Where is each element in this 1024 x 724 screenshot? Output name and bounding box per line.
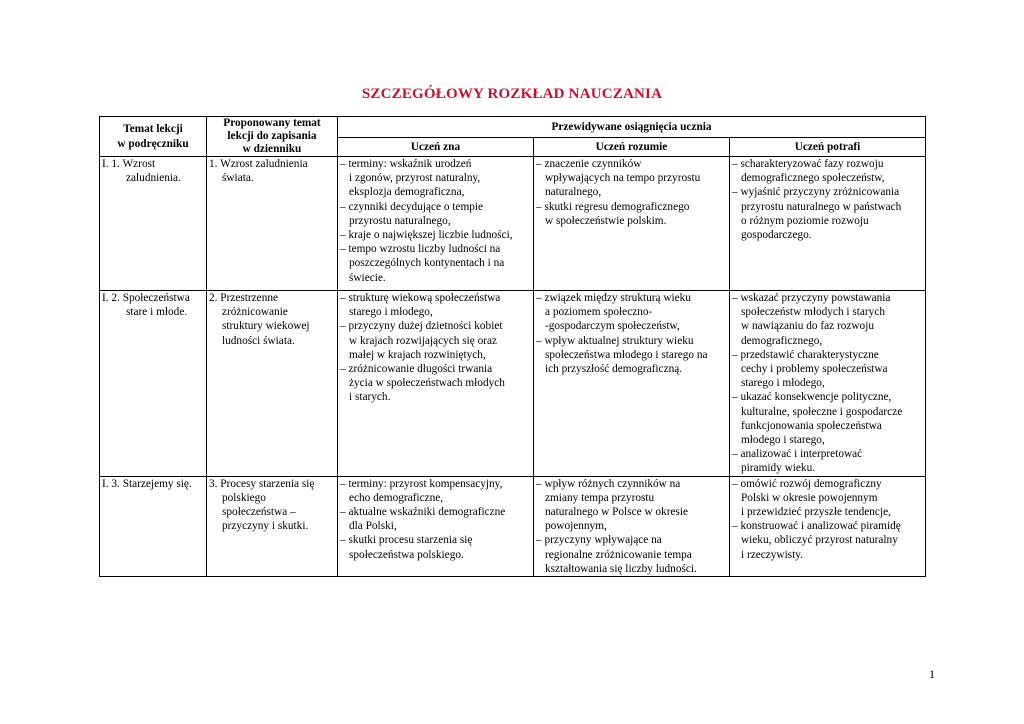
cell-line: wieku, obliczyć przyrost naturalny	[741, 534, 898, 547]
header-knows: Uczeń zna	[338, 138, 534, 157]
cell-line: – przyczyny dużej dzietności kobiet	[340, 320, 503, 333]
cell-proposed	[207, 157, 338, 291]
cell-line: – wyjaśnić przyczyny zróżnicowania	[732, 186, 900, 199]
cell-line: naturalnego,	[545, 186, 602, 199]
cell-line: poszczególnych kontynentach i na	[349, 257, 505, 270]
cell-line: I. 2. Społeczeństwa	[102, 292, 190, 304]
cell-line: – wskazać przyczyny powstawania	[732, 292, 891, 304]
cell-line: 2. Przestrzenne	[209, 292, 279, 304]
cell-line: przyrostu naturalnego w państwach	[741, 200, 902, 213]
cell-line: gospodarczego.	[741, 229, 812, 242]
header-can: Uczeń potrafi	[730, 138, 926, 157]
cell-line: i starych.	[349, 391, 391, 404]
cell-line: świecie.	[349, 271, 386, 284]
page-number: 1	[929, 667, 935, 681]
cell-line: dla Polski,	[349, 520, 397, 533]
cell-line: funkcjonowania społeczeństwa	[741, 419, 882, 432]
cell-line: – przedstawić charakterystyczne	[732, 348, 879, 361]
cell-proposed	[207, 291, 338, 477]
cell-line: – terminy: wskaźnik urodzeń	[340, 158, 472, 170]
cell-line: ich przyszłość demograficzną.	[545, 363, 683, 376]
cell-line: – związek między strukturą wieku	[536, 292, 691, 304]
cell-line: przyczyny i skutki.	[222, 520, 309, 533]
cell-line: kulturalne, społeczne i gospodarcze	[741, 405, 903, 418]
cell-line: regionalne zróżnicowanie tempa	[545, 548, 692, 561]
cell-line: i rzeczywisty.	[741, 548, 804, 561]
cell-line: cechy i problemy społeczeństwa	[741, 363, 888, 376]
cell-line: – tempo wzrostu liczby ludności na	[340, 243, 501, 256]
curriculum-table	[99, 116, 926, 577]
cell-line: struktury wiekowej	[222, 320, 310, 333]
cell-line: stare i młode.	[126, 306, 188, 319]
cell-line: 1. Wzrost zaludnienia	[209, 158, 308, 170]
cell-line: w społeczeństwie polskim.	[545, 214, 667, 227]
table-row	[100, 157, 926, 291]
cell-line: eksplozja demograficzna,	[349, 186, 465, 199]
cell-line: echo demograficzne,	[349, 491, 444, 504]
cell-line: – czynniki decydujące o tempie	[340, 200, 484, 213]
cell-line: – analizować i interpretować	[732, 448, 863, 461]
cell-line: o różnym poziomie rozwoju	[741, 214, 869, 227]
table-row	[100, 476, 926, 576]
cell-line: małej w krajach rozwiniętych,	[349, 348, 486, 361]
cell-can	[730, 291, 926, 477]
cell-line: – strukturę wiekową społeczeństwa	[340, 292, 501, 304]
cell-line: demograficznego społeczeństw,	[741, 172, 885, 185]
cell-line: polskiego	[222, 491, 266, 504]
header-proposed-topic: Proponowany temat lekcji do zapisania w dzienniku	[207, 117, 338, 157]
cell-line: naturalnego w Polsce w okresie	[545, 506, 689, 519]
cell-line: w nawiązaniu do faz rozwoju	[741, 320, 874, 333]
cell-line: społeczeństwa polskiego.	[349, 548, 464, 561]
cell-can	[730, 476, 926, 576]
header-understands: Uczeń rozumie	[534, 138, 730, 157]
cell-line: społeczeństwa młodego i starego na	[545, 348, 708, 361]
cell-knows	[338, 291, 534, 477]
cell-understands	[534, 476, 730, 576]
cell-topic	[100, 291, 207, 477]
cell-line: – zróżnicowanie długości trwania	[340, 363, 493, 376]
cell-line: – ukazać konsekwencje polityczne,	[732, 391, 892, 404]
cell-line: – aktualne wskaźniki demograficzne	[340, 506, 506, 519]
table-row	[100, 291, 926, 477]
page-title: SZCZEGÓŁOWY ROZKŁAD NAUCZANIA	[361, 86, 663, 102]
cell-line: starego i młodego,	[741, 377, 825, 390]
cell-knows	[338, 476, 534, 576]
cell-understands	[534, 157, 730, 291]
cell-understands	[534, 291, 730, 477]
cell-line: – wpływ różnych czynników na	[536, 477, 681, 490]
cell-line: – omówić rozwój demograficzny	[732, 477, 882, 490]
cell-line: w krajach rozwijających się oraz	[349, 334, 498, 347]
cell-line: kształtowania się liczby ludności.	[545, 562, 697, 575]
cell-line: zróżnicowanie	[222, 306, 288, 319]
cell-can	[730, 157, 926, 291]
cell-line: – skutki procesu starzenia się	[340, 534, 473, 547]
cell-line: – konstruować i analizować piramidę	[732, 520, 901, 533]
cell-line: starego i młodego,	[349, 306, 433, 319]
cell-line: życia w społeczeństwach młodych	[349, 377, 505, 390]
cell-line: 3. Procesy starzenia się	[209, 477, 315, 490]
cell-line: a poziomem społeczno-	[545, 306, 653, 319]
cell-line: przyrostu naturalnego,	[349, 214, 451, 227]
cell-line: ludności świata.	[222, 334, 295, 347]
cell-line: I. 3. Starzejemy się.	[102, 477, 192, 490]
cell-line: zaludnienia.	[126, 172, 181, 185]
cell-line: – przyczyny wpływające na	[536, 534, 662, 547]
cell-line: piramidy wieku.	[741, 462, 816, 475]
cell-line: świata.	[222, 172, 254, 185]
cell-line: – scharakteryzować fazy rozwoju	[732, 158, 884, 170]
cell-line: – terminy: przyrost kompensacyjny,	[340, 477, 503, 490]
cell-line: i zgonów, przyrost naturalny,	[349, 172, 481, 185]
cell-line: – kraje o największej liczbie ludności,	[340, 229, 513, 242]
cell-line: demograficznego,	[741, 334, 823, 347]
cell-knows	[338, 157, 534, 291]
cell-line: społeczeństwa –	[222, 506, 296, 519]
cell-line: – skutki regresu demograficznego	[536, 200, 690, 213]
cell-line: -gospodarczym społeczeństw,	[545, 320, 680, 333]
cell-line: – znaczenie czynników	[536, 158, 642, 170]
cell-line: młodego i starego,	[741, 434, 825, 447]
cell-line: społeczeństw młodych i starych	[741, 306, 885, 319]
cell-line: i przewidzieć przyszłe tendencje,	[741, 506, 891, 519]
header-achievements: Przewidywane osiągnięcia ucznia	[338, 117, 926, 138]
cell-topic	[100, 476, 207, 576]
cell-line: powojennym,	[545, 520, 607, 533]
cell-line: zmiany tempa przyrostu	[545, 491, 655, 504]
cell-proposed	[207, 476, 338, 576]
cell-line: wpływających na tempo przyrostu	[545, 172, 701, 185]
cell-line: Polski w okresie powojennym	[741, 491, 878, 504]
cell-line: – wpływ aktualnej struktury wieku	[536, 334, 694, 347]
cell-line: I. 1. Wzrost	[102, 158, 156, 170]
cell-topic	[100, 157, 207, 291]
header-topic: Temat lekcji w podręczniku	[100, 117, 207, 157]
